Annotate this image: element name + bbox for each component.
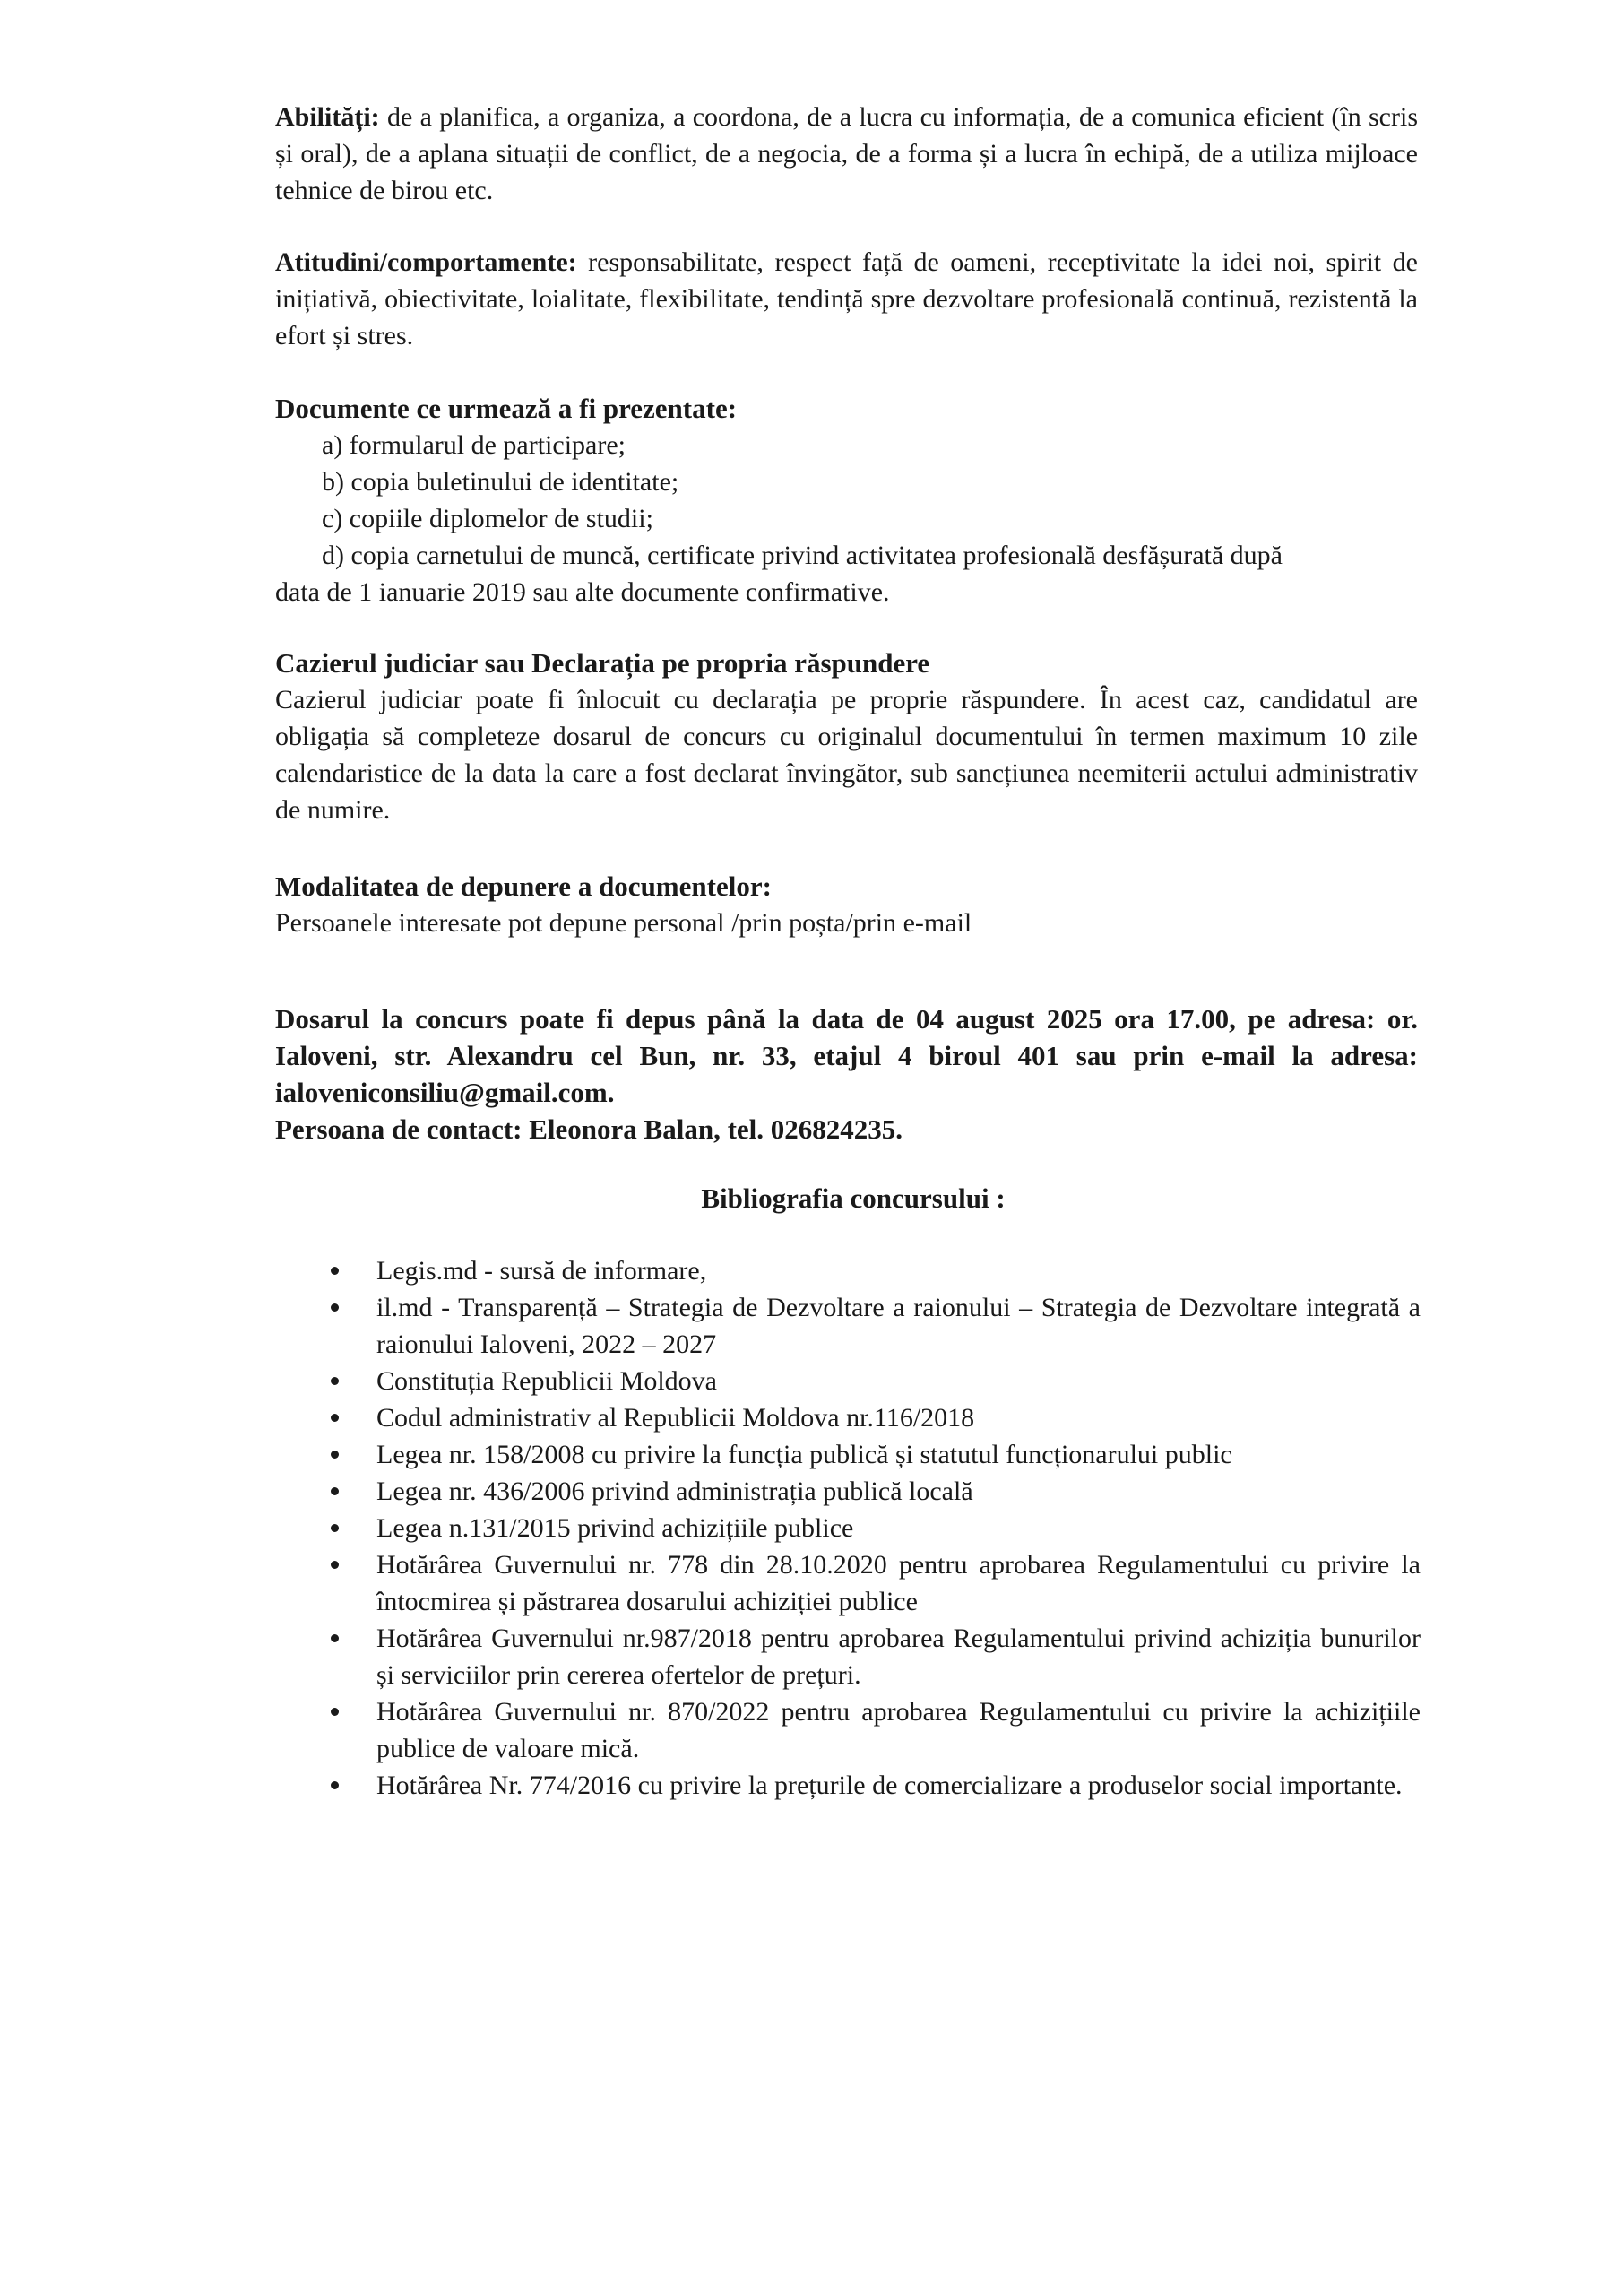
bibliografie-item [275,1693,1421,1767]
cazier-heading: Cazierul judiciar sau Declarația pe propria răspundere [275,647,930,679]
abilitati-label: Abilități: [275,102,380,132]
bullet-icon [329,1289,340,1326]
dosar-section [275,1000,1418,1148]
documente-list [275,427,1418,611]
documente-section [275,390,1418,611]
bibliografie-item-text: Legis.md - sursă de informare, [376,1256,707,1286]
documente-item-d: d) copia carnetului de muncă, certificate privind activitatea profesională desfășurată după [322,541,1283,570]
bibliografie-item [275,1510,1421,1546]
bibliografie-item [275,1399,1421,1436]
bibliografie-item-text: Legea n.131/2015 privind achizițiile publice [376,1513,854,1543]
bibliografie-item [275,1363,1421,1399]
bibliografie-item [275,1473,1421,1510]
atitudini-label: Atitudini/comportamente: [275,247,577,277]
bibliografie-item-text: Hotărârea Guvernului nr. 778 din 28.10.2020 pentru aprobarea Regulamentului cu privire la întocmirea și păstrarea dosarului achiziției publice [376,1550,1421,1616]
bullet-icon [329,1399,340,1436]
bibliografie-item [275,1620,1421,1693]
bibliografie-item-text: Legea nr. 158/2008 cu privire la funcția publică și statutul funcționarului public [376,1440,1232,1469]
bibliografie-heading: Bibliografia concursului : [701,1182,1006,1214]
bullet-icon [329,1693,340,1730]
bibliografie-list [275,1252,1421,1804]
bibliografie-item-text: Hotărârea Nr. 774/2016 cu privire la prețurile de comercializare a produselor social importante. [376,1771,1403,1800]
bullet-icon [329,1620,340,1657]
bullet-icon [329,1252,340,1289]
bibliografie-item-text: Codul administrativ al Republicii Moldova nr.116/2018 [376,1403,975,1433]
bullet-icon [329,1510,340,1546]
bullet-icon [329,1473,340,1510]
cazier-text: Cazierul judiciar poate fi înlocuit cu declarația pe proprie răspundere. În acest caz, candidatul are obligația să completeze dosarul de concurs cu originalul documentului în termen maximum 10 zile calendaristice de la data la care a fost declarat învingător, sub sancțiunea neemiterii actului administrativ de numire. [275,685,1418,825]
bibliografie-item [275,1767,1421,1804]
documente-item-c: c) copiile diplomelor de studii; [322,504,653,533]
bibliografie-item [275,1289,1421,1363]
bibliografie-item [275,1436,1421,1473]
dosar-text-content: Dosarul la concurs poate fi depus până la data de 04 august 2025 ora 17.00, pe adresa: or. Ialoveni, str. Alexandru cel Bun, nr. 33, etajul 4 biroul 401 sau prin e-mail la adresa: ialoveniconsiliu@gmail.com. [275,1003,1418,1108]
documente-heading: Documente ce urmează a fi prezentate: [275,393,738,424]
cazier-section [275,645,1418,828]
documente-item-a: a) formularul de participare; [322,430,626,460]
atitudini-text: responsabilitate, respect față de oameni, receptivitate la idei noi, spirit de inițiativă, obiectivitate, loialitate, flexibilitate, tendință spre dezvoltare profesională continuă, rezistentă la efort și stres. [275,247,1418,351]
modalitate-section [275,868,1418,941]
documente-item-d-continuation: data de 1 ianuarie 2019 sau alte documente confirmative. [275,577,890,607]
bullet-icon [329,1363,340,1399]
bibliografie-item [275,1252,1421,1289]
document-content [275,99,1421,1804]
bullet-icon [329,1546,340,1583]
bibliografie-item-text: Constituția Republicii Moldova [376,1366,717,1396]
abilitati-paragraph [275,99,1418,209]
bibliografie-item-text: Hotărârea Guvernului nr. 870/2022 pentru aprobarea Regulamentului cu privire la achizițiile publice de valoare mică. [376,1697,1421,1763]
bullet-icon [329,1767,340,1804]
dosar-text [275,1000,1418,1111]
modalitate-text: Persoanele interesate pot depune personal /prin poșta/prin e-mail [275,908,972,938]
bibliografie-item-text: il.md - Transparență – Strategia de Dezvoltare a raionului – Strategia de Dezvoltare integrată a raionului Ialoveni, 2022 – 2027 [376,1293,1421,1359]
modalitate-heading: Modalitatea de depunere a documentelor: [275,870,772,902]
contact-text: Persoana de contact: Eleonora Balan, tel. 026824235. [275,1113,903,1145]
bibliografie-item-text: Legea nr. 436/2006 privind administrația publică locală [376,1477,973,1506]
documente-item-b: b) copia buletinului de identitate; [322,467,679,497]
atitudini-paragraph [275,244,1418,354]
bibliografie-item-text: Hotărârea Guvernului nr.987/2018 pentru aprobarea Regulamentului privind achiziția bunurilor și serviciilor prin cererea ofertelor de prețuri. [376,1624,1421,1690]
bibliografie-item [275,1546,1421,1620]
bullet-icon [329,1436,340,1473]
abilitati-text: de a planifica, a organiza, a coordona, de a lucra cu informația, de a comunica eficient (în scris și oral), de a aplana situații de conflict, de a negocia, de a forma și a lucra în echipă, de a utiliza mijloace tehnice de birou etc. [275,102,1418,205]
